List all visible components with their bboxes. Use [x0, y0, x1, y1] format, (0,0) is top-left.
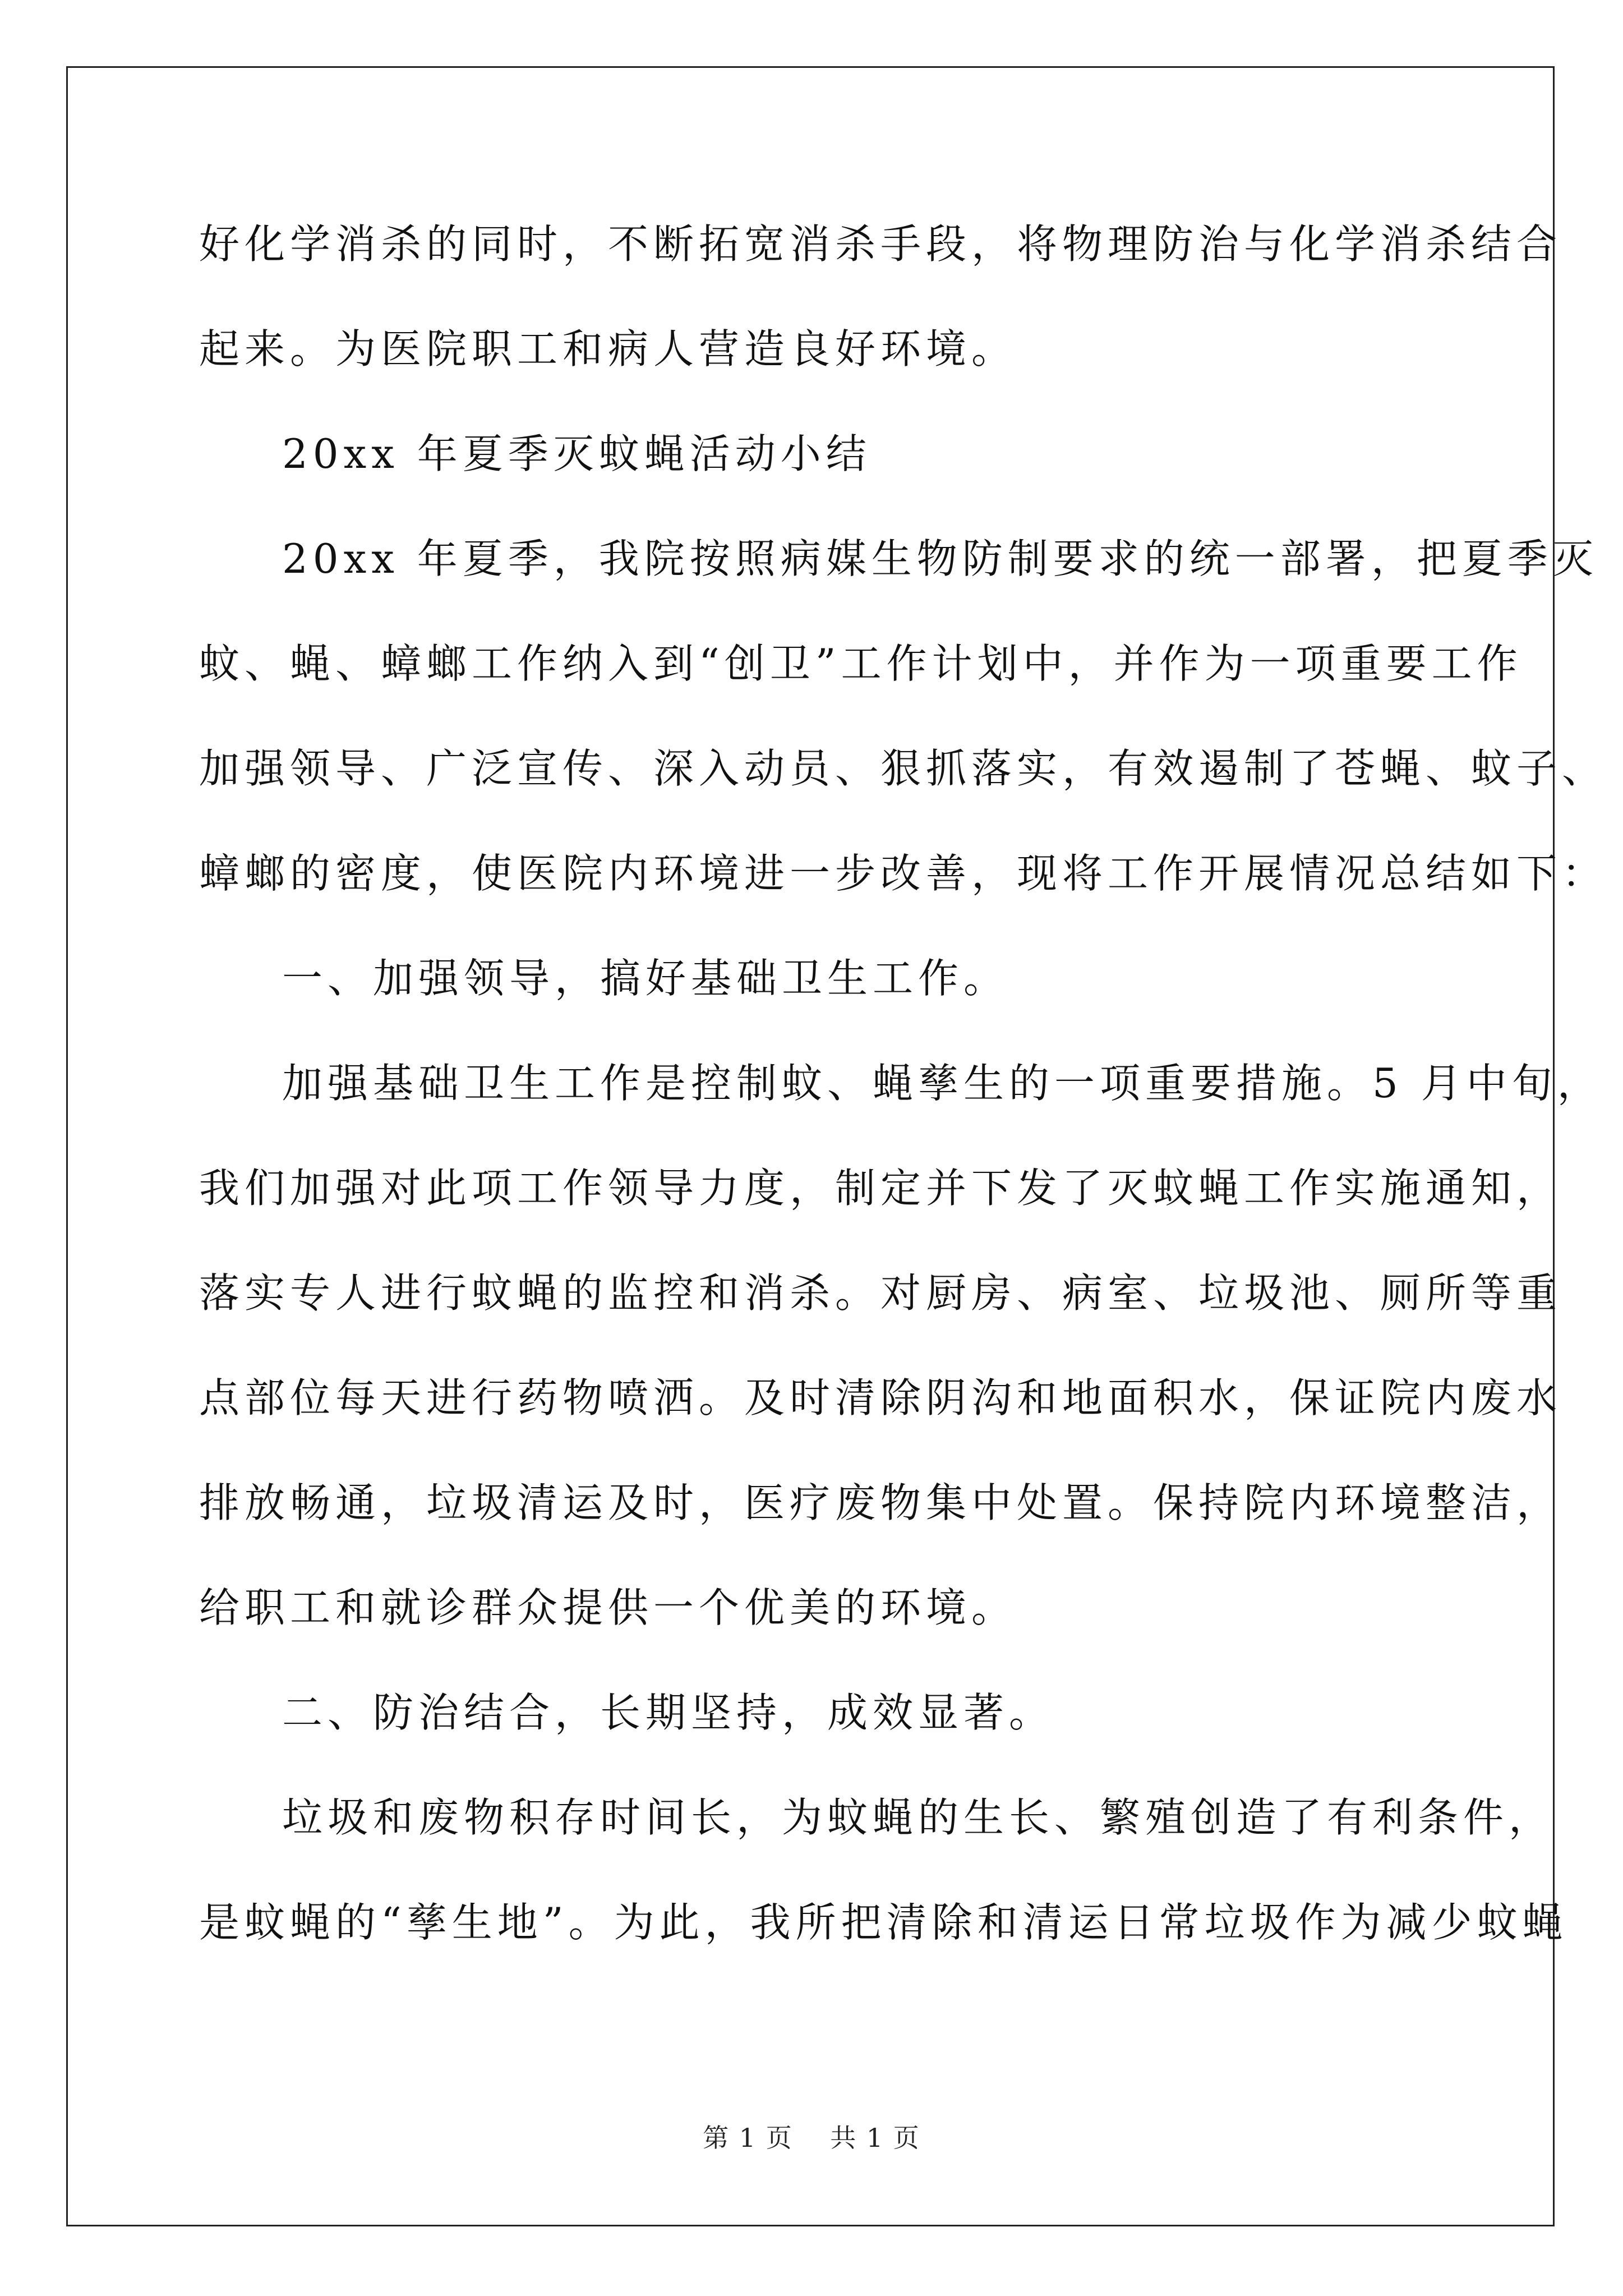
text-line-5: 蚊、蝇、蟑螂工作纳入到“创卫”工作计划中，并作为一项重要工作 [199, 640, 1523, 687]
text-line-10: 我们加强对此项工作领导力度，制定并下发了灭蚊蝇工作实施通知， [199, 1165, 1562, 1212]
text-line-4: 20xx 年夏季，我院按照病媒生物防制要求的统一部署，把夏季灭 [282, 535, 1598, 582]
text-line-9: 加强基础卫生工作是控制蚊、蝇孳生的一项重要措施。5 月中旬， [282, 1060, 1603, 1107]
text-line-16: 垃圾和废物积存时间长，为蚊蝇的生长、繁殖创造了有利条件， [282, 1794, 1555, 1841]
document-body [199, 213, 1608, 1996]
text-line-12: 点部位每天进行药物喷洒。及时清除阴沟和地面积水，保证院内废水 [199, 1374, 1562, 1421]
text-line-14: 给职工和就诊群众提供一个优美的环境。 [199, 1584, 1017, 1631]
text-line-13: 排放畅通，垃圾清运及时，医疗废物集中处置。保持院内环境整洁， [199, 1479, 1562, 1526]
text-line-6: 加强领导、广泛宣传、深入动员、狠抓落实，有效遏制了苍蝇、蚊子、 [199, 745, 1608, 792]
text-line-17: 是蚊蝇的“孳生地”。为此，我所把清除和清运日常垃圾作为减少蚊蝇 [199, 1899, 1568, 1946]
heading-two: 二、防治结合，长期坚持，成效显著。 [282, 1689, 1055, 1736]
text-line-1: 好化学消杀的同时，不断拓宽消杀手段，将物理防治与化学消杀结合 [199, 220, 1562, 268]
section-title: 20xx 年夏季灭蚊蝇活动小结 [282, 430, 872, 477]
page-number-footer: 第 1 页 共 1 页 [703, 2123, 920, 2153]
text-line-2: 起来。为医院职工和病人营造良好环境。 [199, 325, 1017, 372]
text-line-7: 蟑螂的密度，使医院内环境进一步改善，现将工作开展情况总结如下： [199, 850, 1608, 897]
text-line-11: 落实专人进行蚊蝇的监控和消杀。对厨房、病室、垃圾池、厕所等重 [199, 1269, 1562, 1317]
heading-one: 一、加强领导，搞好基础卫生工作。 [282, 955, 1009, 1002]
